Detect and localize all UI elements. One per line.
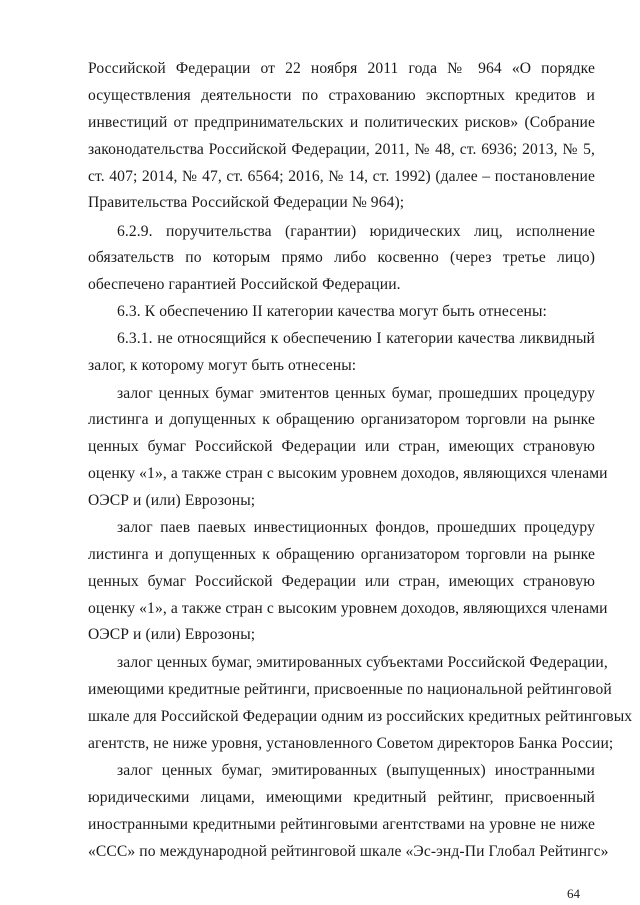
text-line: осуществления деятельности по страхованию экспортных кредитов и [88,87,595,104]
text-line: обеспечено гарантией Российской Федерации. [88,276,401,293]
text-line: залог ценных бумаг, эмитированных субъектами Российской Федерации, [117,654,608,671]
text-line: Правительства Российской Федерации № 964); [88,194,405,211]
text-line: 6.3.1. не относящийся к обеспечению I категории качества ликвидный [117,330,595,347]
text-line: залог паев паевых инвестиционных фондов, прошедших процедуру [117,519,595,536]
text-line: «ССС» по международной рейтинговой шкале «Эс-энд-Пи Глобал Рейтингс» [88,843,609,860]
text-line: 6.2.9. поручительства (гарантии) юридических лиц, исполнение [117,223,595,240]
text-line: обязательств по которым прямо либо косвенно (через третье лицо) [88,249,595,266]
text-line: ОЭСР и (или) Еврозоны; [88,492,256,509]
text-line: листинга и допущенных к обращению организатором торговли на рынке [88,411,595,428]
text-line: законодательства Российской Федерации, 2011, № 48, ст. 6936; 2013, № 5, [88,141,595,158]
text-line: ст. 407; 2014, № 47, ст. 6564; 2016, № 14, ст. 1992) (далее – постановление [88,168,595,185]
text-line: агентств, не ниже уровня, установленного Советом директоров Банка России; [88,735,614,752]
text-line: Российской Федерации от 22 ноября 2011 года № 964 «О порядке [88,60,595,77]
text-line: листинга и допущенных к обращению организатором торговли на рынке [88,546,595,563]
text-line: оценку «1», а также стран с высоким уровнем доходов, являющихся членами [88,600,608,617]
text-line: имеющими кредитные рейтинги, присвоенные по национальной рейтинговой [88,681,612,698]
text-line: залог ценных бумаг, эмитированных (выпущенных) иностранными [117,762,595,779]
text-line: ОЭСР и (или) Еврозоны; [88,626,256,643]
text-line: иностранными кредитными рейтинговыми агентствами на уровне не ниже [88,816,595,833]
text-line: 6.3. К обеспечению II категории качества могут быть отнесены: [117,303,547,320]
text-line: ценных бумаг Российской Федерации или стран, имеющих страновую [88,438,595,455]
page-number: 64 [567,886,580,901]
text-line: ценных бумаг Российской Федерации или стран, имеющих страновую [88,573,595,590]
text-line: оценку «1», а также стран с высоким уровнем доходов, являющихся членами [88,465,608,482]
text-line: залог, к которому могут быть отнесены: [88,357,357,374]
text-line: инвестиций от предпринимательских и политических рисков» (Собрание [88,114,595,131]
text-line: залог ценных бумаг эмитентов ценных бумаг, прошедших процедуру [117,385,595,402]
text-line: юридическими лицами, имеющими кредитный рейтинг, присвоенный [88,789,595,806]
text-line: шкале для Российской Федерации одним из российских кредитных рейтинговых [88,708,633,725]
